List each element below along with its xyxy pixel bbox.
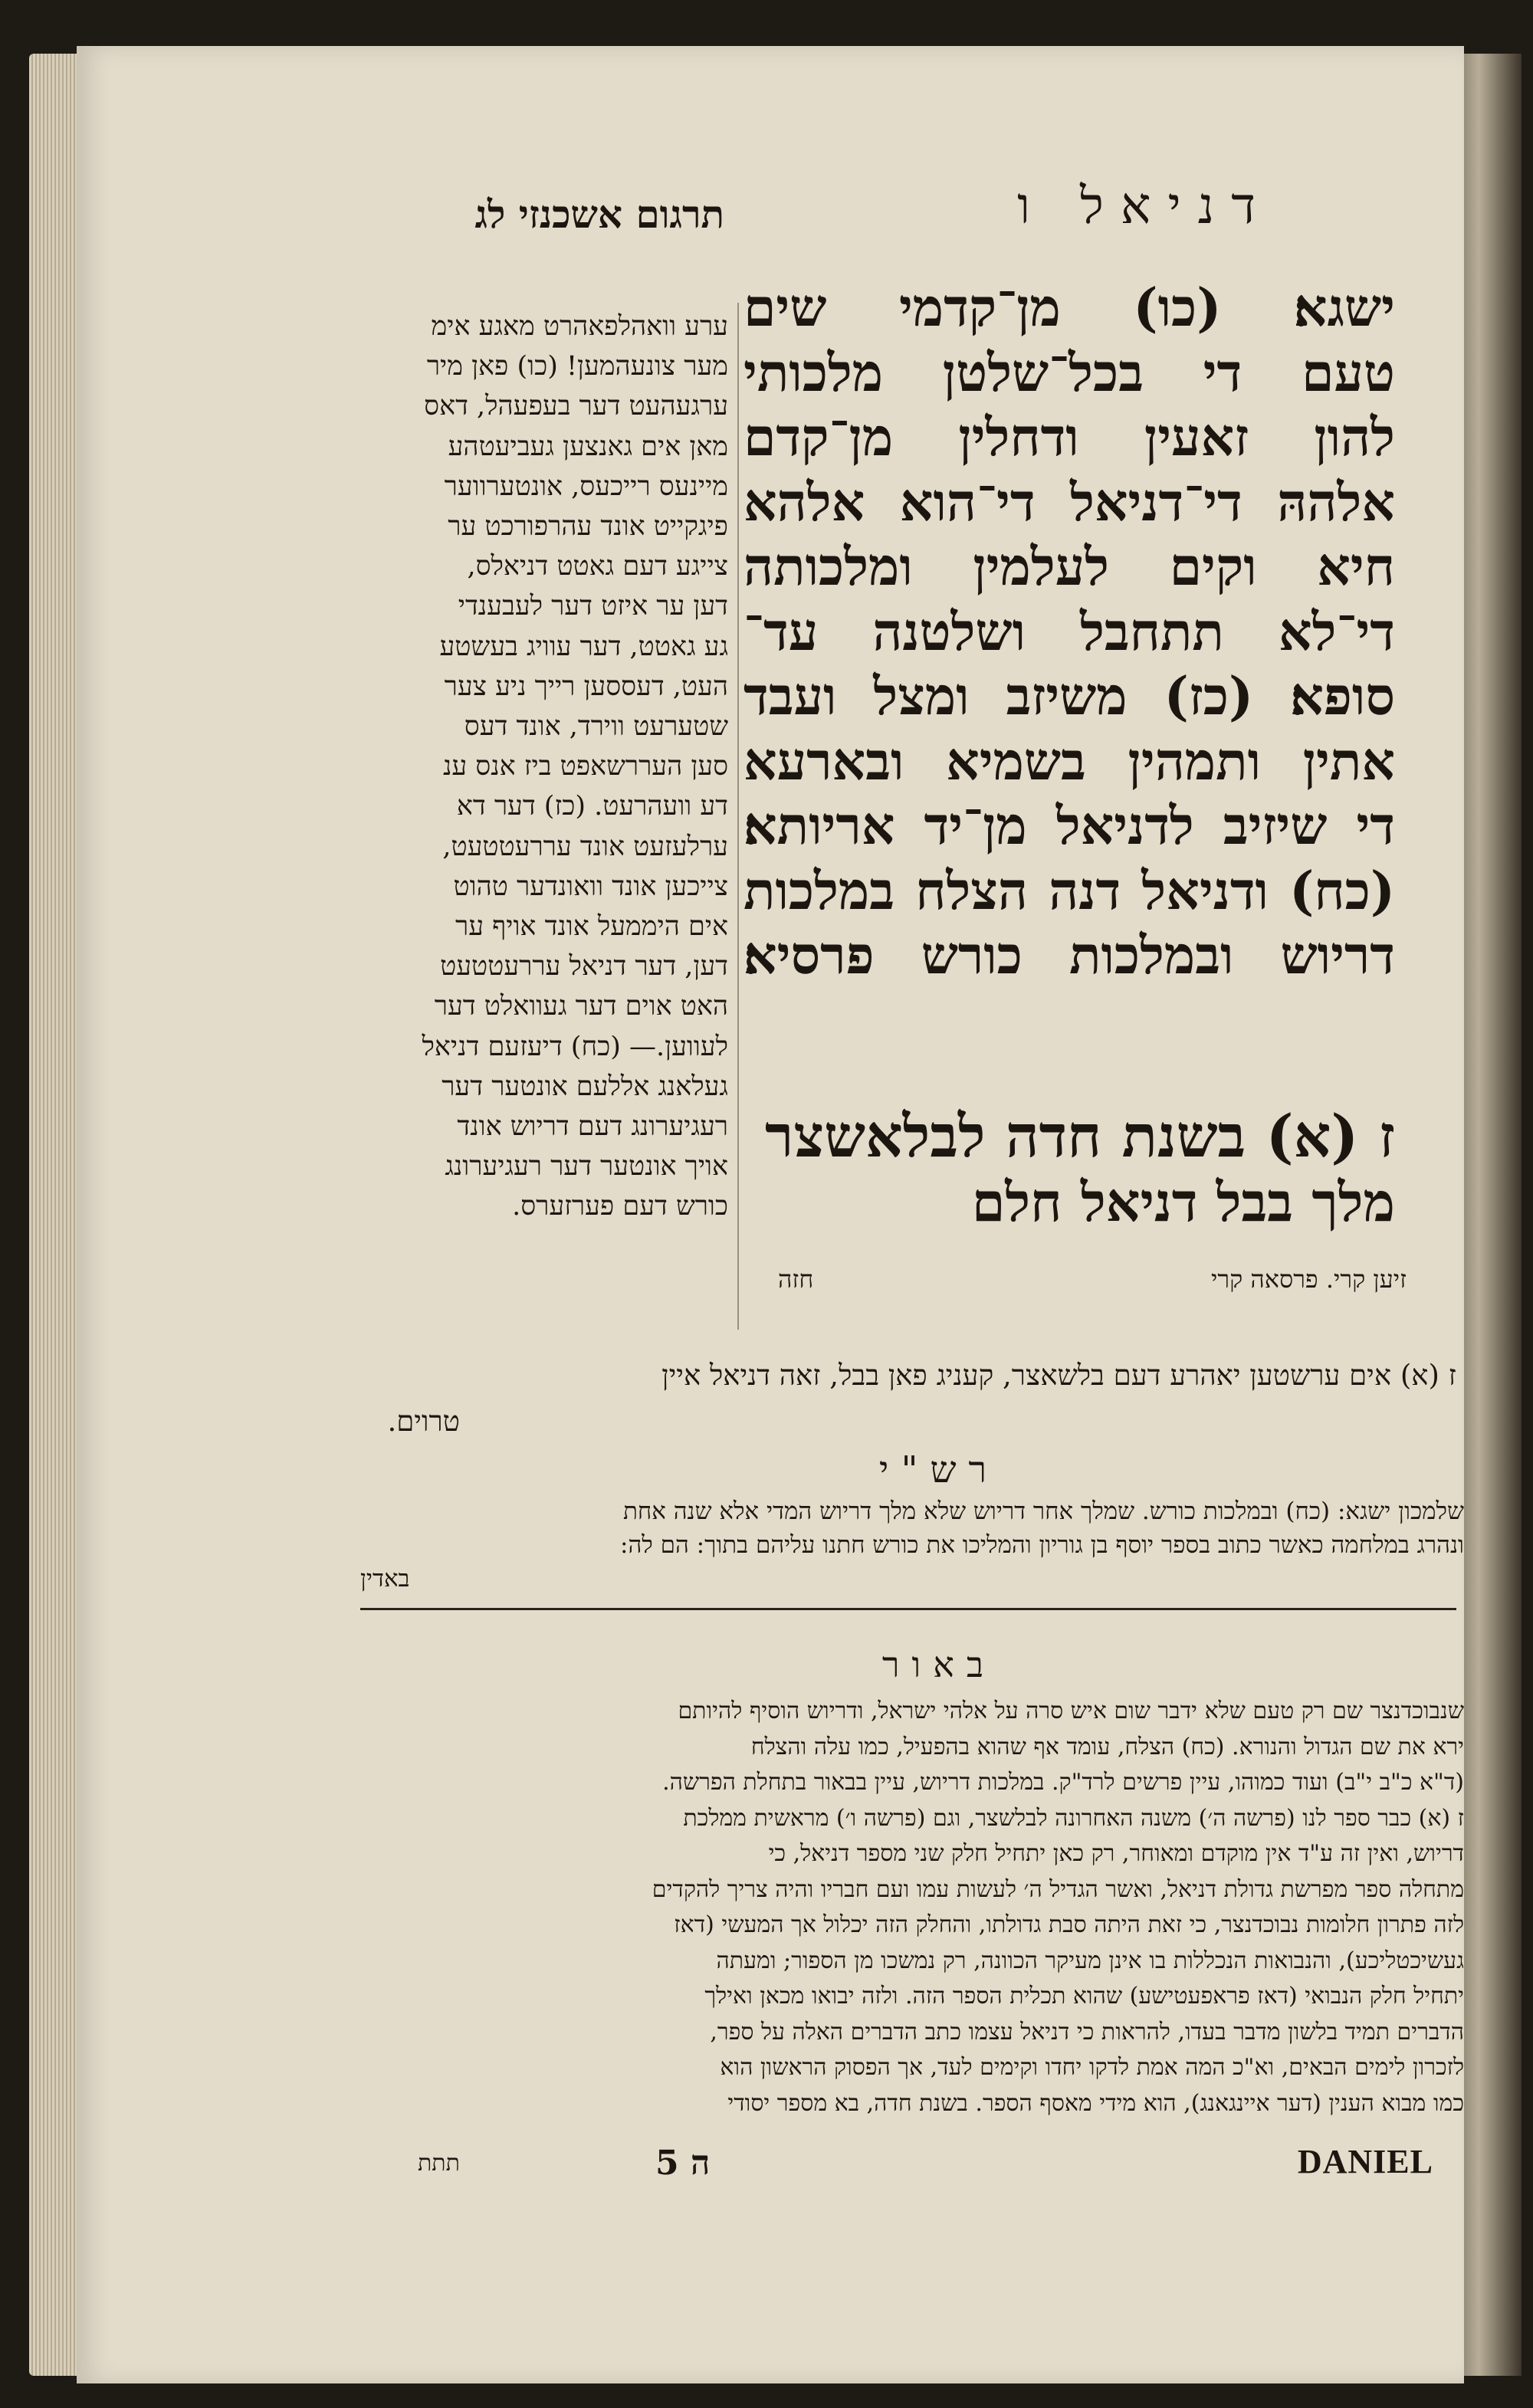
translation-line: פיגקייט אונד עהרפורכט ער	[448, 511, 728, 543]
catchline	[778, 1265, 1407, 1294]
page-number: ה 5	[655, 2144, 711, 2183]
translation-line: מער צונעהמען! (כו) פאן מיר	[426, 351, 728, 382]
main-text-line: דריוש ובמלכות כורש פרסיא׃	[744, 925, 1395, 986]
translation-line: ערגעהעט דער בעפעהל, דאס	[424, 391, 728, 422]
translation-line: גע גאטט, דער עוויג בעשטע	[439, 631, 728, 662]
biur-title: באור	[881, 1644, 996, 1685]
biur-line: הדברים תמיד בלשון מדבר בעדו, להראות כי דניאל עצמו כתב הדברים האלה על ספר,	[710, 2018, 1464, 2045]
bottom-translation-line: טרוים.	[387, 1405, 460, 1438]
main-text-line: (כח) ודניאל דנה הצלח במלכות	[744, 860, 1395, 922]
biur-line: ז (א) כבר ספר לנו (פרשה ה׳) משנה האחרונה לבלשצר, וגם (פרשה ו׳) מראשית ממלכת	[683, 1804, 1464, 1832]
targum-header: תרגום אשכנזי לג	[474, 192, 724, 237]
catchline-left: חזה	[778, 1265, 814, 1294]
biur-line: געשיכטליכע), והנבואות הנכללות בו אינן מעיקר הכוונה, רק נמשכו מן הספור; ומעתה	[716, 1947, 1464, 1974]
main-text-line: אלההּ די־דניאל די־הוא אלהא	[744, 471, 1395, 533]
rashi-title: רש"י	[878, 1448, 1000, 1491]
running-title: דניאל ו	[1017, 176, 1272, 235]
biur-commentary	[360, 1694, 1464, 2121]
main-text-line: סופא׃ (כז) משיזב ומצל ועבד	[744, 666, 1395, 727]
translation-line: העט, דעססען רייך ניע צער	[444, 671, 728, 702]
translation-line: מיינעס רייכעס, אונטערווער	[444, 471, 728, 502]
main-text-line: די־לא תתחבל ושלטנה עד־	[744, 601, 1395, 663]
translation-line: דע וועהרעט. (כז) דער דא	[456, 791, 728, 822]
main-aramaic-text	[744, 276, 1395, 989]
translation-line: אויך אונטער דער רעגיערונג	[445, 1151, 728, 1183]
translation-line: סען העררשאפט ביז אנס ענ	[442, 751, 728, 782]
translation-line: מאן אים גאנצען געביעטהע	[448, 431, 728, 462]
main-text-line: די שיזיב לדניאל מן־יד אריותא׃	[744, 796, 1395, 857]
running-foot: DANIEL	[1297, 2143, 1433, 2180]
translation-line: לעווען.— (כח) דיעזעם דניאל	[422, 1031, 728, 1062]
biur-line: לזה פתרון חלומות נבוכדנצר, כי זאת היתה סבת גדולתו, והחלק הזה יכלול אך המעשי (דאז	[674, 1911, 1464, 1938]
footer-signature: תתת	[418, 2150, 460, 2177]
rashi-commentary	[360, 1494, 1464, 1596]
translation-line: כורש דעם פערזערס.	[512, 1191, 728, 1222]
biur-line: יתחיל חלק הנבואי (דאז פראפעטישע) שהוא תכלית הספר הזה. ולזה יבואו מכאן ואילך	[704, 1983, 1464, 2009]
rashi-line: באדין	[360, 1565, 410, 1593]
translation-line: האט אוים דער געוואלט דער	[434, 991, 728, 1022]
bottom-translation-line: ז (א) אים ערשטען יאהרע דעם בלשאצר, קעניג פאן בבל, זאה דניאל איין	[661, 1359, 1456, 1392]
main-text-line: טעם די בכל־שלטן מלכותי	[744, 342, 1395, 404]
biur-line: כמו מבוא הענין (דער איינגאנג), הוא מידי מאסף הספר. בשנת חדה, בא מספר יסודי	[727, 2089, 1464, 2117]
book-page-edges	[29, 54, 83, 2376]
main-text-line: ישגא׃ (כו) מן־קדמי שים	[744, 277, 1395, 339]
column-divider	[737, 303, 739, 1330]
translation-line: צייגע דעם גאטט דניאלס,	[467, 551, 728, 582]
translation-line: צייכען אונד וואונדער טהוט	[453, 871, 728, 902]
chapter-seven-line: ז (א) בשנת חדה לבלאשצר	[765, 1104, 1395, 1170]
main-text-line: להון זאעין ודחלין מן־קדם	[744, 407, 1395, 468]
rashi-line: שלמכון ישגא: (כח) ובמלכות כורש. שמלך אחר דריוש שלא מלך דריוש המדי אלא שנה אחת	[622, 1498, 1464, 1525]
translation-column	[322, 307, 728, 1227]
main-text-line: אתין ותמהין בשמיא ובארעא	[744, 730, 1395, 792]
biur-line: (ד"א כ"ב י"ב) ועוד כמוהו, עיין פרשים לרד"ק. במלכות דריוש, עיין בבאור בתחלת הפרשה.	[662, 1769, 1464, 1796]
translation-line: ערע וואהלפאהרט מאגע אימ	[431, 311, 728, 342]
translation-line: רעגיערונג דעם דריוש אונד	[457, 1111, 728, 1143]
main-text-line: חיא וקים לעלמין ומלכותה	[744, 536, 1395, 598]
biur-line: שנבוכדנצר שם רק טעם שלא ידבר שום איש סרה על אלהי ישראל, ודריוש הוסיף להיותם	[678, 1698, 1464, 1724]
chapter-seven-line: מלך בבל דניאל חלם	[971, 1170, 1395, 1234]
translation-line: ערלעזעט אונד עררעטטעט,	[442, 831, 728, 862]
biur-line: דריוש, ואין זה ע"ד אין מוקדם ומאוחר, רק כאן יתחיל חלק שני מספר דניאל, כי	[768, 1840, 1464, 1867]
section-rule	[360, 1608, 1456, 1610]
page-footer	[360, 2143, 1449, 2196]
biur-line: מתחלה ספר מפרשת גדולת דניאל, ואשר הגדיל ה׳ לעשות עמו ועם חבריו והיה צריך להקדים	[652, 1875, 1464, 1903]
chapter-seven-opening	[744, 1104, 1395, 1235]
rashi-line: ונהרג במלחמה כאשר כתוב בספר יוסף בן גוריון והמליכו את כורש חתנו עליהם בתוך: הם לה:	[620, 1531, 1464, 1559]
translation-line: דען ער איזט דער לעבענדי	[458, 591, 728, 622]
biur-line: לזכרון לימים הבאים, וא"כ המה אמת לדקו יחדו וקימים לעד, אך הפסוק הראשון הוא	[720, 2054, 1464, 2081]
translation-line: געלאנג אללעם אונטער דער	[442, 1071, 728, 1102]
catchline-right: זיען קרי. פרסאה קרי	[1210, 1265, 1407, 1294]
translation-line: שטערעט ווירד, אונד דעס	[464, 711, 728, 743]
translation-line: אים היממעל אונד אויף ער	[455, 911, 728, 943]
bottom-translation	[360, 1353, 1456, 1445]
biur-line: ירא את שם הגדול והנורא. (כח) הצלח, עומד אף שהוא בהפעיל, כמו עלה והצלח	[750, 1733, 1464, 1760]
translation-line: דען, דער דניאל עררעטטעט	[440, 951, 728, 983]
book-spine-edge	[1460, 54, 1522, 2376]
